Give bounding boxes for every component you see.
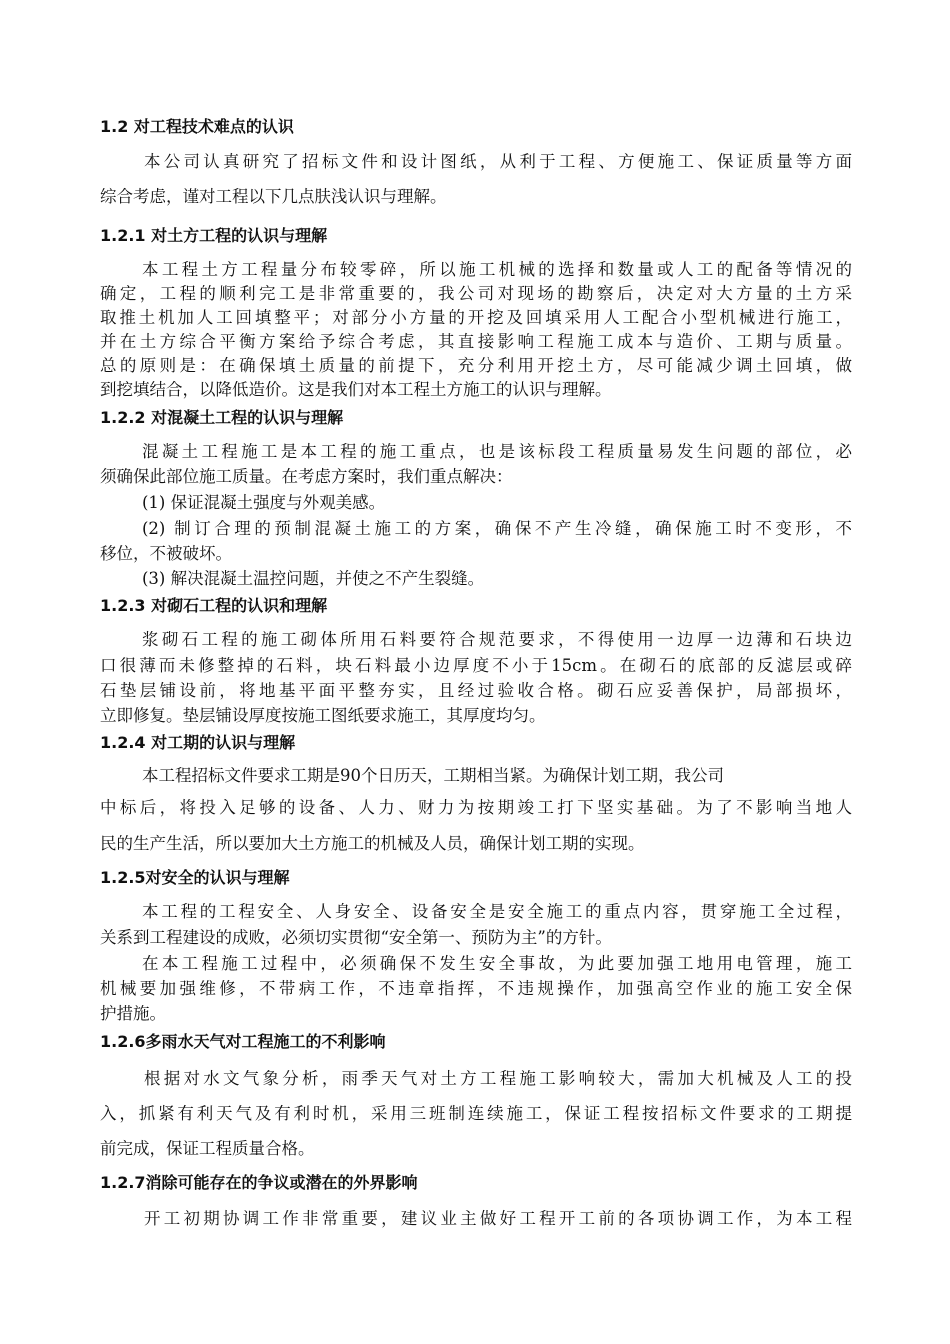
paragraph-line: 并在土方综合平衡方案给予综合考虑，其直接影响工程施工成本与造价、工期与质量。	[100, 332, 852, 351]
paragraph-line: 取推土机加人工回填整平；对部分小方量的开挖及回填采用人工配合小型机械进行施工，	[100, 308, 852, 327]
section-heading-1-2: 1.2 对工程技术难点的认识	[100, 117, 294, 136]
paragraph-line: 立即修复。垫层铺设厚度按施工图纸要求施工，其厚度均匀。	[100, 706, 546, 725]
paragraph-line: 混凝土工程施工是本工程的施工重点，也是该标段工程质量易发生问题的部位，必	[142, 442, 852, 461]
paragraph-line: 移位，不被破坏。	[100, 544, 232, 563]
paragraph-line: 确定，工程的顺利完工是非常重要的，我公司对现场的勘察后，决定对大方量的土方采	[100, 284, 852, 303]
paragraph-line: 本工程土方工程量分布较零碎，所以施工机械的选择和数量或人工的配备等情况的	[142, 260, 852, 279]
section-heading-1-2-4: 1.2.4 对工期的认识与理解	[100, 733, 296, 752]
paragraph-line: 浆砌石工程的施工砌体所用石料要符合规范要求，不得使用一边厚一边薄和石块边	[142, 630, 852, 649]
section-heading-1-2-2: 1.2.2 对混凝土工程的认识与理解	[100, 408, 344, 427]
paragraph-line: 民的生产生活，所以要加大土方施工的机械及人员，确保计划工期的实现。	[100, 834, 645, 853]
paragraph-line: 本工程的工程安全、人身安全、设备安全是安全施工的重点内容，贯穿施工全过程，	[142, 902, 852, 921]
paragraph-line: 前完成，保证工程质量合格。	[100, 1139, 315, 1158]
section-heading-1-2-3: 1.2.3 对砌石工程的认识和理解	[100, 596, 328, 615]
paragraph-line: 本工程招标文件要求工期是90个日历天，工期相当紧。为确保计划工期，我公司	[142, 766, 724, 785]
paragraph-line: 开工初期协调工作非常重要，建议业主做好工程开工前的各项协调工作，为本工程	[144, 1209, 852, 1228]
list-item: (1) 保证混凝土强度与外观美感。	[142, 493, 386, 512]
paragraph-line: 综合考虑，谨对工程以下几点肤浅认识与理解。	[100, 187, 447, 206]
paragraph-line: 入，抓紧有利天气及有利时机，采用三班制连续施工，保证工程按招标文件要求的工期提	[100, 1104, 852, 1123]
paragraph-line: 机械要加强维修，不带病工作，不违章指挥，不违规操作，加强高空作业的施工安全保	[100, 979, 852, 998]
paragraph-line: 在本工程施工过程中，必须确保不发生安全事故，为此要加强工地用电管理，施工	[142, 954, 852, 973]
paragraph-line: 关系到工程建设的成败，必须切实贯彻“安全第一、预防为主”的方针。	[100, 928, 612, 947]
paragraph-line: 须确保此部位施工质量。在考虑方案时，我们重点解决：	[100, 467, 513, 486]
paragraph-line: 石垫层铺设前，将地基平面平整夯实，且经过验收合格。砌石应妥善保护，局部损坏，	[100, 681, 852, 700]
paragraph-line: 护措施。	[100, 1004, 166, 1023]
paragraph-line: 到挖填结合，以降低造价。这是我们对本工程土方施工的认识与理解。	[100, 380, 612, 399]
section-heading-1-2-6: 1.2.6多雨水天气对工程施工的不利影响	[100, 1032, 386, 1051]
section-heading-1-2-1: 1.2.1 对土方工程的认识与理解	[100, 226, 328, 245]
list-item: (3) 解决混凝土温控问题，并使之不产生裂缝。	[142, 569, 485, 588]
paragraph-line: 根据对水文气象分析，雨季天气对土方工程施工影响较大，需加大机械及人工的投	[144, 1069, 852, 1088]
paragraph-line: 本公司认真研究了招标文件和设计图纸，从利于工程、方便施工、保证质量等方面	[144, 152, 852, 171]
section-heading-1-2-5: 1.2.5对安全的认识与理解	[100, 868, 290, 887]
list-item: (2) 制订合理的预制混凝土施工的方案，确保不产生冷缝，确保施工时不变形，不	[142, 519, 852, 538]
paragraph-line: 中标后，将投入足够的设备、人力、财力为按期竣工打下坚实基础。为了不影响当地人	[100, 798, 852, 817]
paragraph-line: 总的原则是：在确保填土质量的前提下，充分利用开挖土方，尽可能减少调土回填，做	[100, 356, 852, 375]
paragraph-line: 口很薄而未修整掉的石料，块石料最小边厚度不小于15cm。在砌石的底部的反滤层或碎	[100, 656, 852, 675]
section-heading-1-2-7: 1.2.7消除可能存在的争议或潜在的外界影响	[100, 1173, 418, 1192]
